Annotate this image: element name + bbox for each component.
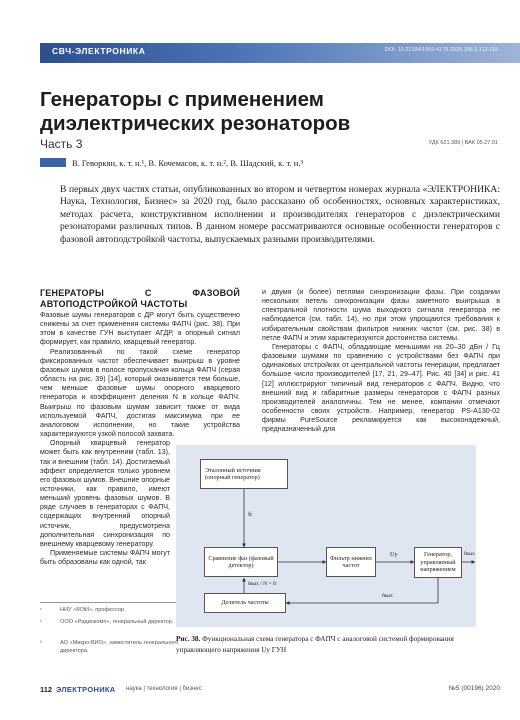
paragraph: Опорный кварцевый генератор может быть как внутренним (табл. 13), так и внешним (табл. 14). Достигаемый эффект определяется только уровнем его фазовых шумов. Внешние опорные источники, как правило, имеют меньший уровень фазовых шумов. В ряде случаев в генераторах с ФАПЧ, содержащих внутренний опорный источник, предусмотрена дополнительная синхронизация по внешнему кварцевому генератору. [40, 439, 170, 548]
vco-box: Генератор, управляемый напряжением [414, 547, 462, 578]
authors: В. Геворкян, к. т. н.¹, В. Кочемасов, к. т. н.², В. Шадский, к. т. н.³ [72, 158, 303, 168]
journal-brand: ЭЛЕКТРОНИКА [56, 685, 116, 694]
paragraph: Реализованный по такой схеме генератор фиксированных частот обеспечивает выигрыш в уровне фазовых шумов в полосе пропускания кольца ФАПЧ (серая область на рис. 39) [14], который оказывается тем больше, чем меньше фазовые шумы опорного кварцевого генератора и коэффициент деления N в кольце ФАПЧ. Выигрыш по фазовым шумам зависит также от вида используемой ФАПЧ, достигая максимума при ее аналоговом исполнении, но такие устройства характеризуются узкой полосой захвата. [40, 347, 240, 439]
title-line-1: Генераторы с применением [40, 88, 324, 111]
label-fr: fr [248, 511, 253, 518]
doi-text: DOI: 10.22184/1992-4178.2020.196.5.112.119 [384, 47, 498, 53]
udk-code: УДК 621.389 | ВАК 05.27.01 [428, 140, 498, 146]
issue-number: №5 (00196) 2020 [448, 685, 500, 692]
figure-caption [176, 634, 486, 656]
label-fout: fвых [464, 551, 475, 557]
article-title [40, 88, 500, 136]
paragraph: и двумя (и более) петлями синхронизации фазы. При создании нескольких петель синхронизации фазы заметного выигрыша в спектральной плотности шума выходного сигнала генератора не наблюдается (см. табл. 14), но при этом упрощаются требования к избирательным свойствам фильтров нижних частот (см. рис. 38) в петле ФАПЧ и этим характеризуются достоинства системы. [262, 288, 500, 342]
footnote: ¹ НИУ «МЭИ», профессор. [40, 607, 126, 613]
caption-text: Функциональная схема генератора с ФАПЧ с аналоговой системой формирования управляющего напряжения Uу ГУН [176, 635, 454, 654]
section-subheading: ГЕНЕРАТОРЫ С ФАЗОВОЙ АВТОПОДСТРОЙКОЙ ЧАСТОТЫ [40, 288, 240, 309]
label-fout-feedback: fвых [382, 593, 393, 599]
lowpass-filter-box: Фильтр нижних частот [326, 547, 376, 577]
label-fdiv: fвых / N = fr [248, 581, 277, 587]
page-footer [40, 685, 500, 699]
arrow-vco-to-divider [286, 578, 438, 603]
footnote: ² ООО «Радиокомп», генеральный директор. [40, 619, 174, 625]
column-right [262, 288, 500, 435]
author-accent-bar [40, 158, 66, 167]
title-line-2: диэлектрических резонаторов [40, 112, 351, 135]
caption-label: Рис. 38. [176, 635, 201, 643]
article-part: Часть 3 [40, 137, 83, 151]
phase-detector-box: Сравнение фаз (фазовый детектор) [204, 547, 278, 577]
paragraph: Применяемые системы ФАПЧ могут быть образованы как одной, так [40, 549, 170, 567]
journal-tagline: наука | технология | бизнес [126, 686, 202, 692]
page-number: 112 [40, 685, 53, 694]
reference-source-box: Эталонный источник (опорный генератор) [200, 459, 288, 489]
figure-38-diagram [176, 445, 476, 627]
paragraph: Фазовые шумы генераторов с ДР могут быть существенно снижены за счет применения системы ФАПЧ (рис. 38). При этом в качестве ГУН выступает АГДР, а опорный сигнал формирует, как правило, кварцевый генератор. [40, 311, 240, 347]
paragraph: Генераторы с ФАПЧ, обладающие меньшими на 20–30 дБн / Гц фазовыми шумами по сравнению с устройствами без ФАПЧ при одинаковых отстройках от центральной частоты генерации, предлагает большое число производителей [17, 21, 29–47]. Рис. 40 [34] и рис. 41 [12] иллюстрируют типичный вид генераторов с ФАПЧ. Видно, что внешний вид и габаритные размеры генераторов с ФАПЧ разных производителей аналогичны. Тем не менее, компании отмечают особенности своих устройств. Например, генератор PS-A130-02 фирмы PureSource рекламируется как высоконадежный, предназначенный для [262, 342, 500, 434]
label-uy: Uу [390, 551, 398, 558]
frequency-divider-box: Делитель частоты [204, 593, 286, 613]
abstract: В первых двух частях статьи, опубликованных во втором и четвертом номерах журнала «ЭЛЕКТРОНИКА: Наука, Технология, Бизнес» за 2020 год, было рассказано об особенностях, основных характеристиках, методах расчета, конструктивном исполнении и производителях генераторов с диэлектрическими резонаторами различных типов. В данном номере рассматриваются основные особенности генераторов с фазовой автоподстройкой частоты, выпускаемых разными производителями. [60, 184, 500, 245]
section-tag: СВЧ-ЭЛЕКТРОНИКА [52, 46, 146, 56]
footnote: ³ АО «Микро-ВИО», заместитель генерального директора. [40, 640, 179, 655]
